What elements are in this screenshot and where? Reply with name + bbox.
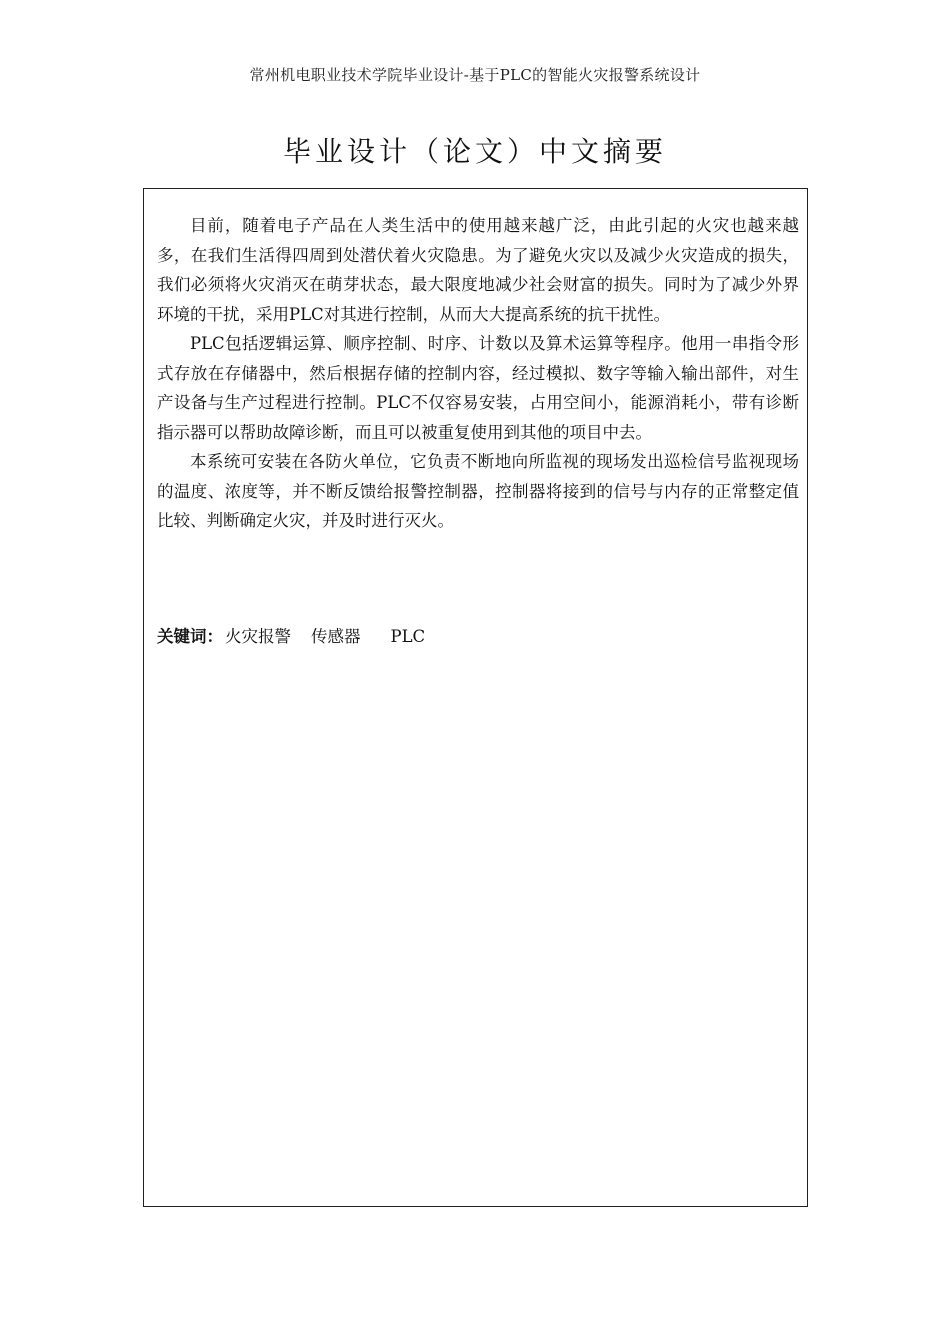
abstract-body bbox=[157, 211, 799, 536]
keyword-item: 传感器 bbox=[311, 627, 361, 646]
keyword-item: PLC bbox=[390, 627, 426, 646]
page-title: 毕业设计（论文）中文摘要 bbox=[282, 135, 667, 168]
abstract-paragraph-3: 本系统可安装在各防火单位，它负责不断地向所监视的现场发出巡检信号监视现场的温度、浓度等，并不断反馈给报警控制器，控制器将接到的信号与内存的正常整定值比较、判断确定火灾，并及时进行灭火。 bbox=[157, 452, 799, 530]
keywords-line bbox=[157, 622, 445, 651]
abstract-paragraph-2: PLC包括逻辑运算、顺序控制、时序、计数以及算术运算等程序。他用一串指令形式存放在存储器中，然后根据存储的控制内容，经过模拟、数字等输入输出部件，对生产设备与生产过程进行控制。PLC不仅容易安装，占用空间小，能源消耗小，带有诊断指示器可以帮助故障诊断，而且可以被重复使用到其他的项目中去。 bbox=[157, 334, 799, 442]
abstract-box bbox=[143, 188, 808, 1207]
abstract-paragraph-1: 目前，随着电子产品在人类生活中的使用越来越广泛，由此引起的火灾也越来越多，在我们生活得四周到处潜伏着火灾隐患。为了避免火灾以及减少火灾造成的损失，我们必须将火灾消灭在萌芽状态，最大限度地减少社会财富的损失。同时为了减少外界环境的干扰，采用PLC对其进行控制，从而大大提高系统的抗干扰性。 bbox=[157, 216, 799, 324]
running-header: 常州机电职业技术学院毕业设计-基于PLC的智能火灾报警系统设计 bbox=[249, 66, 701, 84]
keywords-label: 关键词： bbox=[157, 627, 223, 646]
keyword-item: 火灾报警 bbox=[225, 627, 291, 646]
